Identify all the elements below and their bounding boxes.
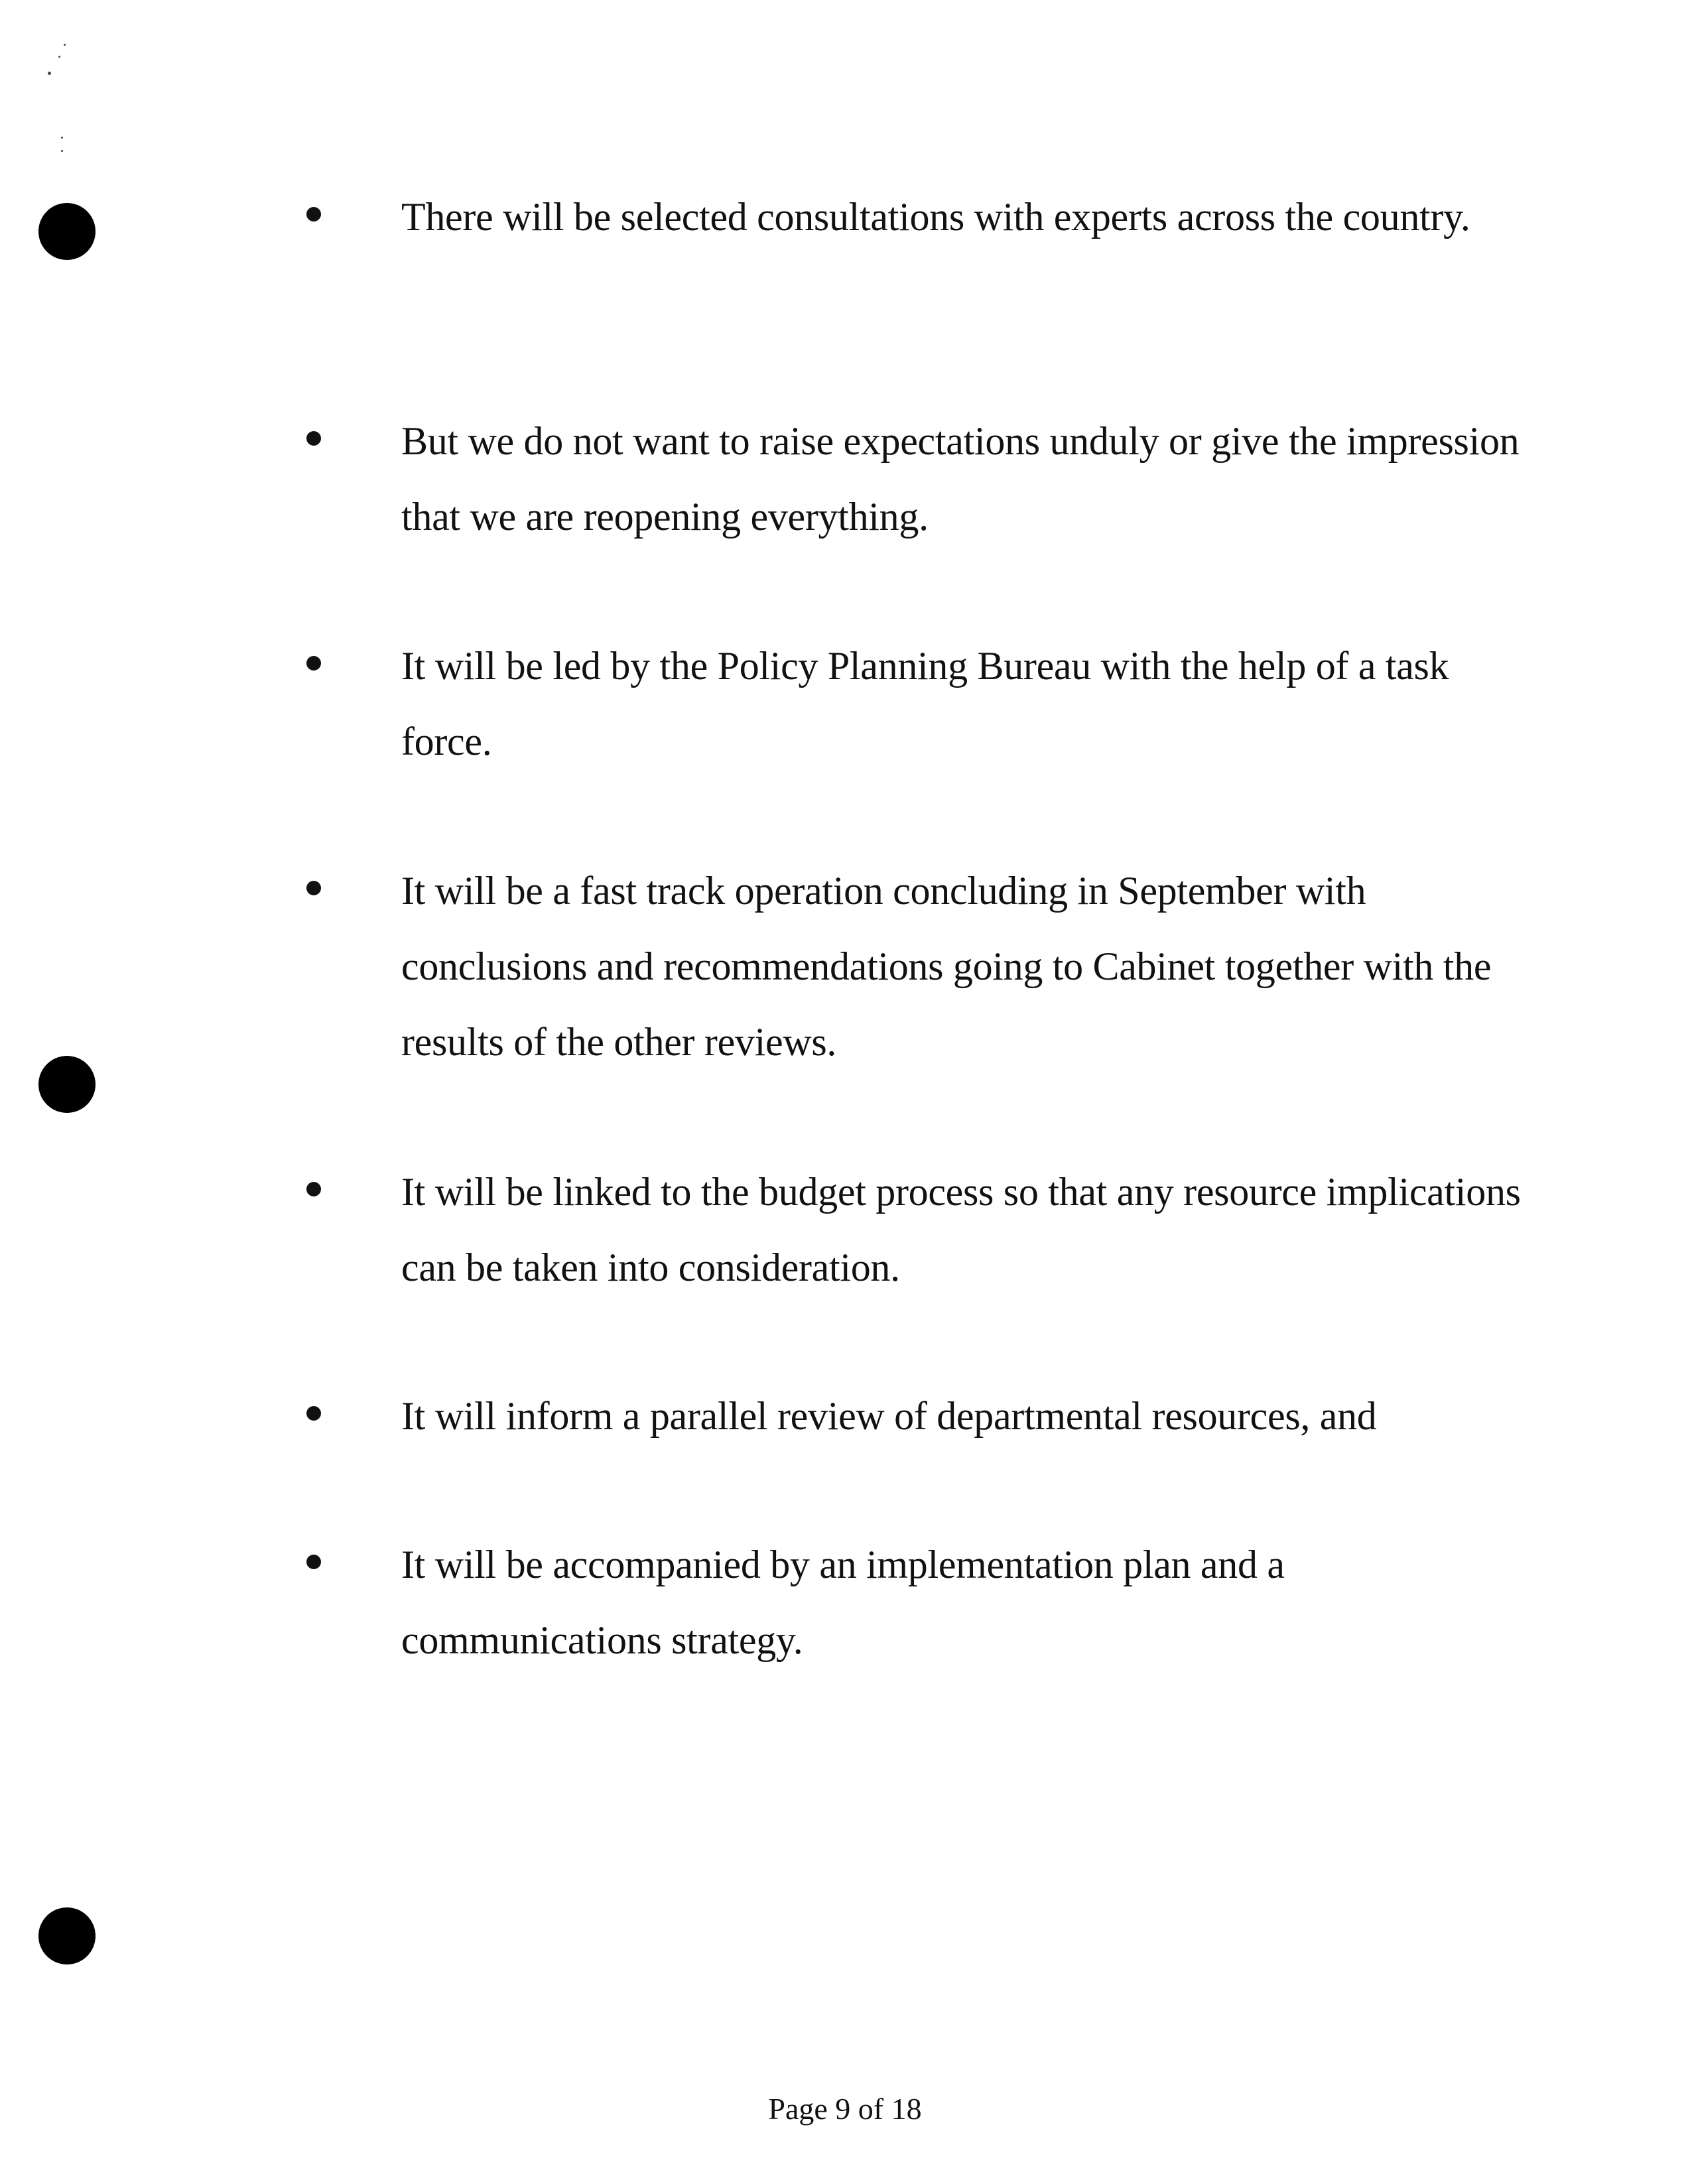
scan-speck: [48, 72, 51, 75]
bullet-icon: [306, 431, 321, 446]
bullet-text: It will be a fast track operation concluding in September with conclusions and recommendations going to Cabinet together with the results of the other reviews.: [401, 869, 1492, 1064]
bullet-text: It will inform a parallel review of departmental resources, and: [401, 1394, 1377, 1438]
scan-speck: [58, 56, 60, 58]
punch-hole-middle: [38, 1056, 96, 1113]
bullet-icon: [306, 1406, 321, 1421]
bullet-icon: [306, 656, 321, 671]
bullet-text: It will be linked to the budget process so that any resource implications can be taken into consideration.: [401, 1170, 1521, 1289]
scan-speck: [61, 137, 63, 139]
bullet-text: But we do not want to raise expectations unduly or give the impression that we are reopening everything.: [401, 419, 1520, 539]
bullet-icon: [306, 1182, 321, 1196]
scan-speck: [64, 44, 66, 46]
bullet-text: It will be led by the Policy Planning Bureau with the help of a task force.: [401, 644, 1449, 763]
bullet-text: There will be selected consultations with experts across the country.: [401, 195, 1470, 239]
punch-hole-bottom: [38, 1907, 96, 1964]
bullet-text: It will be accompanied by an implementation plan and a communications strategy.: [401, 1543, 1285, 1662]
scan-speck: [61, 150, 63, 152]
bullet-icon: [306, 1555, 321, 1569]
bullet-icon: [306, 207, 321, 222]
punch-hole-top: [38, 203, 96, 260]
page-number: Page 9 of 18: [768, 2092, 922, 2126]
bullet-icon: [306, 881, 321, 895]
